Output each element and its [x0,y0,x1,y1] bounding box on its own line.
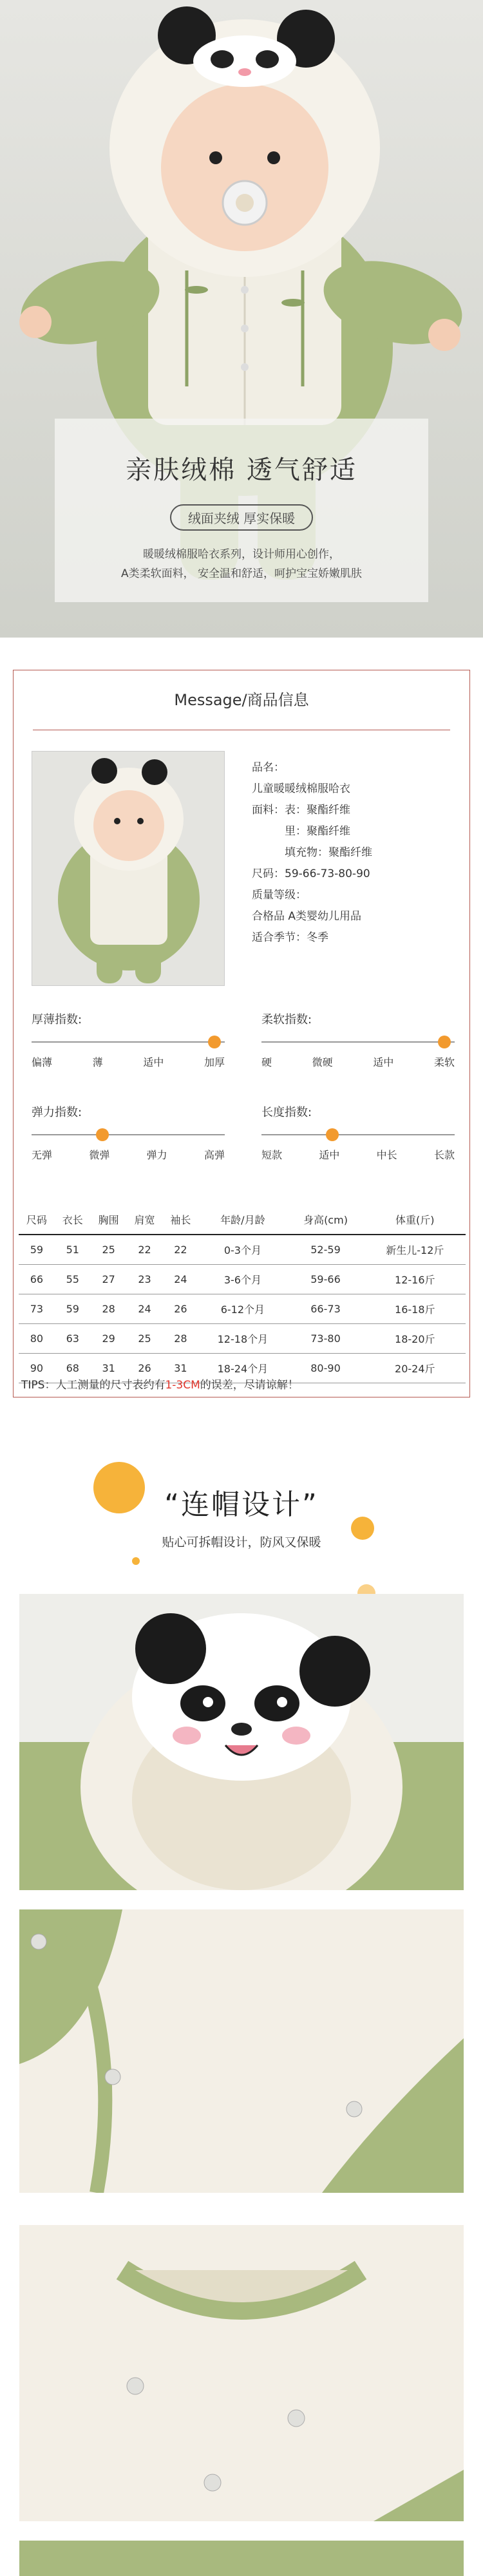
scale-labels [261,1054,455,1069]
scale-title: 长度指数: [261,1106,312,1119]
softness-scale [261,1010,461,1069]
scale-label: 弹力 [146,1149,167,1161]
scale-labels [261,1147,455,1162]
table-cell: 26 [163,1294,199,1323]
table-cell: 20-24斤 [365,1353,466,1383]
next-detail-photo-edge [19,2541,464,2576]
scale-label: 薄 [92,1056,103,1068]
scale-label: 短款 [261,1149,283,1161]
length-scale [261,1103,461,1162]
spec-line: 质量等级： [252,889,307,902]
table-cell: 80 [19,1323,55,1353]
table-cell: 31 [91,1353,127,1383]
table-cell: 29 [91,1323,127,1353]
scale-label: 柔软 [433,1056,455,1068]
hero-desc-line: 暖暖绒棉服哈衣系列，设计师用心创作， [143,548,340,561]
scale-label: 高弹 [204,1149,225,1161]
table-cell: 26 [127,1353,163,1383]
spec-line: 品名： [252,761,285,774]
table-cell: 31 [163,1353,199,1383]
scale-label: 适中 [319,1149,340,1161]
table-row [19,1264,466,1294]
scale-track [32,1041,225,1043]
scale-title: 弹力指数: [32,1106,82,1119]
scale-label: 中长 [376,1149,397,1161]
table-row [19,1294,466,1323]
scale-labels [32,1147,225,1162]
scale-label: 适中 [143,1056,164,1068]
table-cell: 25 [127,1323,163,1353]
table-cell: 12-16斤 [365,1264,466,1294]
table-cell: 90 [19,1353,55,1383]
tips-suffix: 的误差，尽请谅解！ [200,1379,299,1392]
panda-hood-illustration [19,1594,464,1890]
scale-track [261,1041,455,1043]
table-row [19,1323,466,1353]
table-cell: 80-90 [287,1353,364,1383]
spec-line: 填充物：聚酯纤维 [252,846,372,859]
table-header-cell: 肩宽 [127,1205,163,1235]
scale-label: 硬 [261,1056,272,1068]
scale-label: 适中 [373,1056,394,1068]
scale-label: 微硬 [312,1056,333,1068]
spec-line: 儿童暖暖绒棉服哈衣 [252,782,350,795]
table-header-cell: 身高(cm) [287,1205,364,1235]
table-cell: 59 [55,1294,91,1323]
hood-section-title: “连帽设计” [164,1488,319,1521]
table-header-cell: 体重(斤) [365,1205,466,1235]
tips-text [21,1376,299,1392]
baby-thumbnail-illustration [32,752,225,986]
scale-track [32,1134,225,1135]
table-cell: 66 [19,1264,55,1294]
table-cell: 28 [163,1323,199,1353]
table-cell: 新生儿-12斤 [365,1235,466,1264]
table-cell: 16-18斤 [365,1294,466,1323]
hero-caption-panel [55,419,428,602]
table-row [19,1235,466,1264]
scale-track [261,1134,455,1135]
table-cell: 24 [163,1264,199,1294]
table-cell: 24 [127,1294,163,1323]
hood-detail-photo [19,1594,464,1890]
product-photo [32,751,225,986]
table-cell: 6-12个月 [198,1294,287,1323]
scale-marker [208,1036,221,1048]
table-cell: 59 [19,1235,55,1264]
spec-line: 里：聚酯纤维 [252,825,350,838]
collar-illustration [19,2225,464,2521]
info-title: Message/商品信息 [174,691,309,709]
spec-list [252,757,372,949]
table-cell: 51 [55,1235,91,1264]
table-header-cell: 尺码 [19,1205,55,1235]
table-cell: 52-59 [287,1235,364,1264]
tips-prefix: TIPS：人工测量的尺寸表约有 [21,1379,166,1392]
table-header-cell: 年龄/月龄 [198,1205,287,1235]
scale-labels [32,1054,225,1069]
table-cell: 27 [91,1264,127,1294]
table-cell: 3-6个月 [198,1264,287,1294]
spec-line: 合格品 A类婴幼儿用品 [252,910,362,923]
scale-label: 长款 [433,1149,455,1161]
plush-fabric-illustration [19,1909,464,2193]
scale-title: 厚薄指数: [32,1013,82,1027]
table-cell: 63 [55,1323,91,1353]
table-cell: 18-20斤 [365,1323,466,1353]
table-header-cell: 胸围 [91,1205,127,1235]
table-cell: 68 [55,1353,91,1383]
spec-line: 尺码：59-66-73-80-90 [252,867,370,880]
hero-feature-pill: 绒面夹绒 厚实保暖 [170,504,313,531]
table-header-cell: 衣长 [55,1205,91,1235]
hood-section-subtitle: 贴心可拆帽设计，防风又保暖 [162,1535,321,1549]
table-cell: 25 [91,1235,127,1264]
scale-title: 柔软指数: [261,1013,312,1027]
scale-marker [96,1128,109,1141]
hero-description [55,545,428,583]
scale-label: 微弹 [89,1149,110,1161]
table-cell: 22 [163,1235,199,1264]
table-cell: 73-80 [287,1323,364,1353]
table-cell: 23 [127,1264,163,1294]
decorative-dot [132,1557,140,1565]
table-cell: 73 [19,1294,55,1323]
hero-title: 亲肤绒棉 透气舒适 [126,455,357,485]
product-info-card [13,670,470,1397]
table-cell: 18-24个月 [198,1353,287,1383]
hero-desc-line: A类柔软面料， 安全温和舒适，呵护宝宝娇嫩肌肤 [120,567,363,580]
table-cell: 55 [55,1264,91,1294]
table-header-cell: 袖长 [163,1205,199,1235]
hero-photo [0,0,483,638]
spec-line: 面料：表：聚酯纤维 [252,804,350,817]
table-cell: 66-73 [287,1294,364,1323]
scale-label: 无弹 [32,1149,53,1161]
table-cell: 28 [91,1294,127,1323]
table-cell: 12-18个月 [198,1323,287,1353]
collar-detail-photo [19,2225,464,2521]
table-cell: 0-3个月 [198,1235,287,1264]
table-header-row [19,1205,466,1235]
elasticity-scale [32,1103,231,1162]
scale-label: 偏薄 [32,1056,53,1068]
table-cell: 59-66 [287,1264,364,1294]
table-cell: 22 [127,1235,163,1264]
scale-label: 加厚 [204,1056,225,1068]
scale-marker [326,1128,339,1141]
scale-marker [438,1036,451,1048]
spec-line: 适合季节：冬季 [252,931,328,944]
size-table [19,1205,466,1383]
fabric-detail-photo [19,1909,464,2193]
tips-highlight: 1-3CM [165,1379,200,1392]
thickness-scale [32,1010,231,1069]
